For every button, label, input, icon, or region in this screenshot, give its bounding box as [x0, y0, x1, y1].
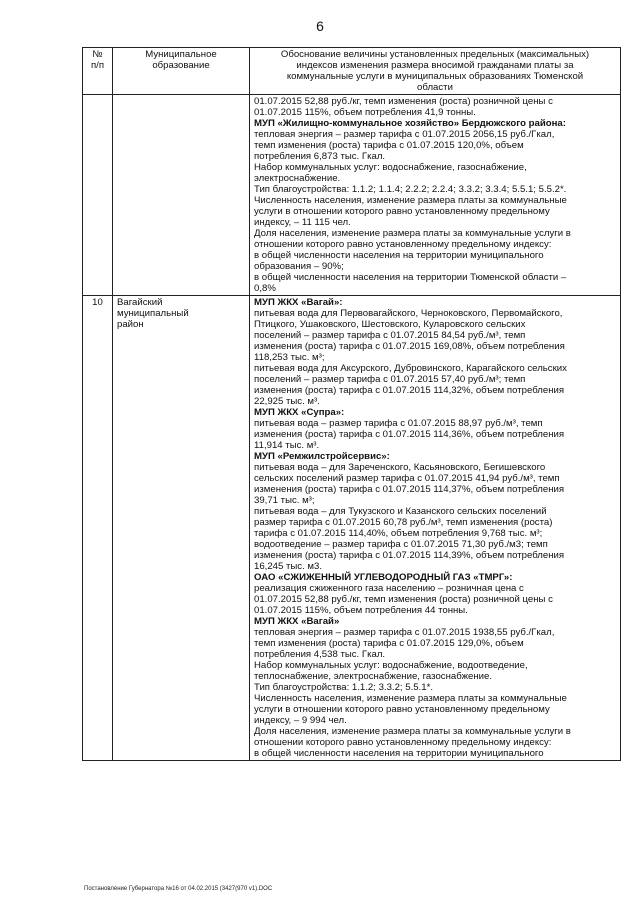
text-line: теплоснабжение, электроснабжение, газоснабжение.: [254, 671, 493, 682]
text-line: изменения (роста) тарифа с 01.07.2015 114,37%, объем потребления: [254, 484, 565, 495]
text-line: Доля населения, изменение размера платы за коммунальные услуги в: [254, 228, 571, 239]
text-line: 0,8%: [254, 283, 276, 294]
text-line: потребления 6,873 тыс. Гкал.: [254, 151, 386, 162]
text-line: отношении которого равно установленному предельному индексу:: [254, 737, 552, 748]
text-line: изменения (роста) тарифа с 01.07.2015 114,39%, объем потребления: [254, 550, 565, 561]
organization-heading: МУП ЖКХ «Супра»:: [254, 407, 345, 418]
municipality-name-line: муниципальный: [117, 308, 189, 319]
text-line: образования – 90%;: [254, 261, 344, 272]
header-number: [83, 48, 113, 95]
text-line: тепловая энергия – размер тарифа с 01.07.2015 2056,15 руб./Гкал,: [254, 129, 555, 140]
header-justification: [250, 48, 621, 95]
text-line: 22,925 тыс. м³.: [254, 396, 320, 407]
header-municipality-line: образование: [152, 60, 210, 71]
text-line: питьевая вода для Первовагайского, Черноковского, Первомайского,: [254, 308, 563, 319]
text-line: размер тарифа с 01.07.2015 60,78 руб./м³, темп изменения (роста): [254, 517, 553, 528]
municipality-cell: [113, 95, 250, 296]
text-line: питьевая вода – для Зареченского, Касьяновского, Бегишевского: [254, 462, 546, 473]
text-line: тепловая энергия – размер тарифа с 01.07.2015 1938,55 руб./Гкал,: [254, 627, 555, 638]
text-line: питьевая вода для Аксурского, Дубровинского, Карагайского сельских: [254, 363, 567, 374]
document-footer: Постановление Губернатора №16 от 04.02.2015 (3427(970 v1).DOC: [84, 886, 273, 892]
text-line: отношении которого равно установленному предельному индексу:: [254, 239, 552, 250]
organization-heading: МУП ЖКХ «Вагай»: [254, 616, 340, 627]
text-line: Численность населения, изменение размера платы за коммунальные: [254, 195, 567, 206]
organization-heading: ОАО «СЖИЖЕННЫЙ УГЛЕВОДОРОДНЫЙ ГАЗ «ТМРГ»:: [254, 572, 513, 583]
text-line: поселений – размер тарифа с 01.07.2015 84,54 руб./м³, темп: [254, 330, 526, 341]
text-line: Доля населения, изменение размера платы за коммунальные услуги в: [254, 726, 571, 737]
text-line: Тип благоустройства: 1.1.2; 1.1.4; 2.2.2; 2.2.4; 3.3.2; 3.3.4; 5.5.1; 5.5.2*.: [254, 184, 567, 195]
text-line: 01.07.2015 115%, объем потребления 44 тонны.: [254, 605, 468, 616]
page-number: 6: [316, 18, 324, 34]
table-row-continued: [83, 95, 621, 296]
text-line: 01.07.2015 52,88 руб./кг, темп изменения (роста) розничной цены с: [254, 594, 553, 605]
text-line: Тип благоустройства: 1.1.2; 3.3.2; 5.5.1*.: [254, 682, 434, 693]
organization-heading: МУП ЖКХ «Вагай»:: [254, 297, 343, 308]
text-line: тарифа с 01.07.2015 114,40%, объем потребления 9,768 тыс. м³;: [254, 528, 543, 539]
text-line: 39,71 тыс. м³;: [254, 495, 315, 506]
tariff-table: [82, 47, 621, 761]
text-line: Набор коммунальных услуг: водоснабжение, водоотведение,: [254, 660, 528, 671]
text-line: питьевая вода – для Тукузского и Казанского сельских поселений: [254, 506, 547, 517]
text-line: изменения (роста) тарифа с 01.07.2015 169,08%, объем потребления: [254, 341, 565, 352]
header-municipality: [113, 48, 250, 95]
text-line: 11,914 тыс. м³.: [254, 440, 320, 451]
text-line: водоотведение – размер тарифа с 01.07.2015 71,30 руб./м3; темп: [254, 539, 548, 550]
row-number: 10: [83, 296, 113, 761]
text-line: поселений – размер тарифа с 01.07.2015 57,40 руб./м³; темп: [254, 374, 526, 385]
text-line: 01.07.2015 115%, объем потребления 41,9 тонны.: [254, 107, 476, 118]
municipality-name-line: район: [117, 319, 144, 330]
text-line: электроснабжение.: [254, 173, 341, 184]
text-line: изменения (роста) тарифа с 01.07.2015 114,36%, объем потребления: [254, 429, 565, 440]
header-justification-line: Обоснование величины установленных предельных (максимальных): [280, 49, 590, 60]
text-line: сельских поселений размер тарифа с 01.07.2015 41,94 руб./м³, темп: [254, 473, 560, 484]
header-justification-line: области: [417, 82, 453, 93]
organization-heading: МУП «Жилищно-коммунальное хозяйство» Бердюжского района:: [254, 118, 566, 129]
text-line: в общей численности населения на территории муниципального: [254, 250, 544, 261]
municipality-cell: [113, 296, 250, 761]
text-line: в общей численности населения на территории Тюменской области –: [254, 272, 567, 283]
table-header-row: [83, 48, 621, 95]
text-line: 16,245 тыс. м3.: [254, 561, 323, 572]
text-line: реализация сжиженного газа населению – розничная цена с: [254, 583, 524, 594]
header-justification-line: коммунальные услуги в муниципальных образованиях Тюменской: [286, 71, 584, 82]
header-number-line: №: [92, 49, 103, 60]
organization-heading: МУП «Ремжилстройсервис»:: [254, 451, 390, 462]
header-justification-line: индексов изменения размера вносимой гражданами платы за: [296, 60, 574, 71]
text-line: питьевая вода – размер тарифа с 01.07.2015 88,97 руб./м³, темп: [254, 418, 543, 429]
table-row: [83, 296, 621, 761]
municipality-name-line: Вагайский: [117, 297, 163, 308]
text-line: в общей численности населения на территории муниципального: [254, 748, 544, 759]
text-line: 01.07.2015 52,88 руб./кг, темп изменения (роста) розничной цены с: [254, 96, 553, 107]
text-line: индексу, – 9 994 чел.: [254, 715, 347, 726]
text-line: темп изменения (роста) тарифа с 01.07.2015 120,0%, объем: [254, 140, 524, 151]
text-line: индексу, – 11 115 чел.: [254, 217, 351, 228]
text-line: Птицкого, Ушаковского, Шестовского, Куларовского сельских: [254, 319, 526, 330]
text-line: темп изменения (роста) тарифа с 01.07.2015 129,0%, объем: [254, 638, 524, 649]
header-number-line: п/п: [90, 60, 105, 71]
header-municipality-line: Муниципальное: [145, 49, 217, 60]
text-line: услуги в отношении которого равно установленному предельному: [254, 206, 550, 217]
row-number-cell: [83, 95, 113, 296]
text-line: 118,253 тыс. м³;: [254, 352, 325, 363]
text-line: потребления 4,538 тыс. Гкал.: [254, 649, 386, 660]
justification-cell: [250, 296, 621, 761]
text-line: услуги в отношении которого равно установленному предельному: [254, 704, 550, 715]
text-line: Набор коммунальных услуг: водоснабжение, газоснабжение,: [254, 162, 527, 173]
text-line: Численность населения, изменение размера платы за коммунальные: [254, 693, 567, 704]
text-line: изменения (роста) тарифа с 01.07.2015 114,32%, объем потребления: [254, 385, 565, 396]
justification-cell: [250, 95, 621, 296]
